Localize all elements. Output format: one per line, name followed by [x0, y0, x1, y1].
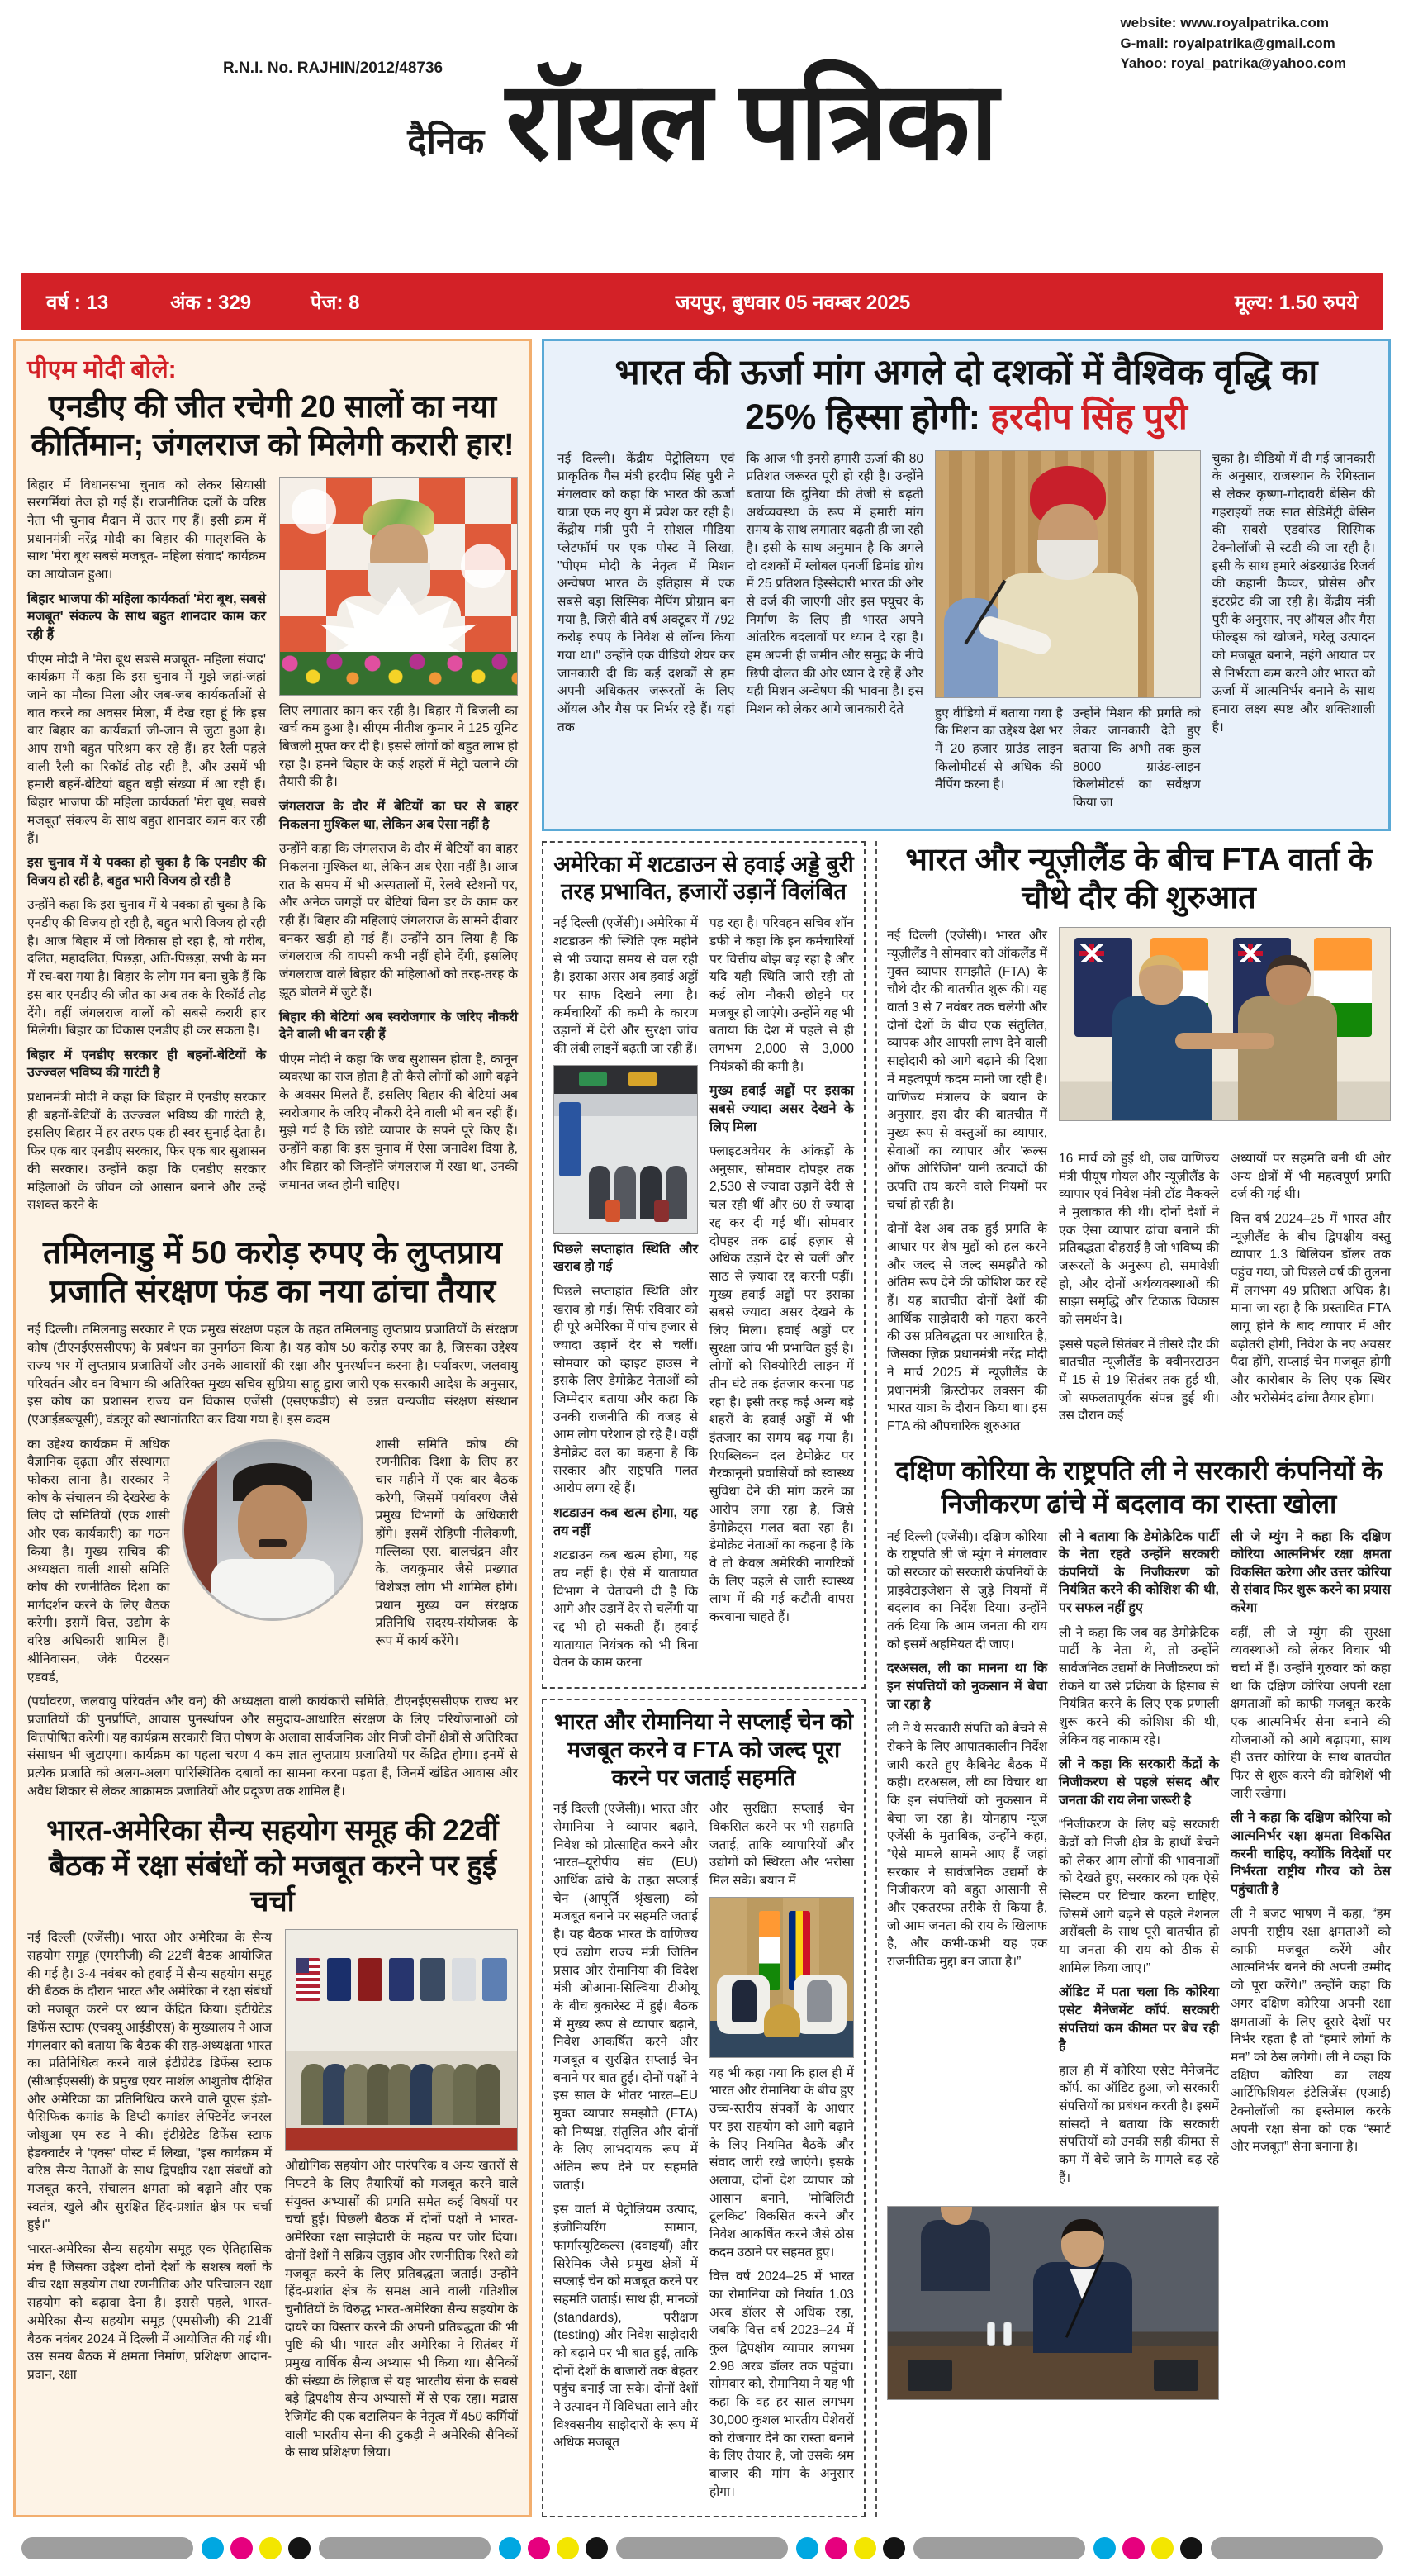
nz-headline: भारत और न्यूज़ीलैंड के बीच FTA वार्ता के चौथे दौर की शुरुआत: [905, 842, 1373, 915]
photo-caption: उन्होंने मिशन की प्रगति को लेकर जानकारी देते हुए बताया कि अभी तक कुल 8000 ग्राउंड-लाइन किलोमीटर्स का सर्वेक्षण किया जा: [1072, 706, 1201, 810]
goyal-figure: [1238, 996, 1337, 1120]
body-text: ली ने ये सरकारी संपत्ति को बेचने से रोकने के लिए आपातकालीन निर्देश जारी करते हुए कैबिनेट बैठक में कही। दरअसल, ली का विचार था कि इन संपत्तियों को नुकसान में बेचा जा रहा है। योनहाप न्यूज एजेंसी के मुताबिक, उन्होंने कहा, “ऐसे मामले सामने आए हैं जहां सरकार ने सार्वजनिक उद्यमों के निजीकरण को बहुत आसानी से और एकतरफा तरीके से किया है, जो आम जनता की राय के खिलाफ है, और कभी-कभी यह एक राजनीतिक मुद्दा बन जाता है।”: [887, 1722, 1047, 1970]
body-text: लिए लगातार काम कर रही है। बिहार में बिजली का खर्च कम हुआ है। सीएम नीतीश कुमार ने 125 यूनिट बिजली मुफ्त कर दी है। इससे लोगों को बहुत लाभ हो रहा है। हमने बिहार के कई शहरों में मेट्रो चलाने की तैयारी की है।: [279, 703, 518, 790]
body-text: नई दिल्ली (एजेंसी)। भारत और अमेरिका के सैन्य सहयोग समूह (एमसीजी) की 22वीं बैठक आयोजित की गई है। 3-4 नवंबर को हवाई में सैन्य सहयोग समूह की बैठक के दौरान भारत और अमेरिका ने रक्षा संबंधों को मजबूत करने पर ध्यान केंद्रित किया। इंटीग्रेटेड डिफेंस स्टाफ (एचक्यू आईडीएस) के मुख्यालय ने आज मंगलवार को बताया कि बैठक की सह-अध्यक्षता भारत का प्रतिनिधित्व करने वाले इंटीग्रेटेड डिफेंस स्टाफ (सीआईएससी) के प्रमुख एयर मार्शल आशुतोष दीक्षित और अमेरिका का प्रतिनिधित्व करने वाले यूएस इंडो-पैसिफिक कमांड के डिप्टी कमांडर लेफ्टिनेंट जनरल जोशुआ एम रुड ने की। इंटीग्रेटेड डिफेंस स्टाफ हेडक्वार्टर ने 'एक्स' पोस्ट में लिखा, "इस कार्यक्रम में वरिष्ठ सैन्य नेताओं के साथ द्विपक्षीय रक्षा संबंधों को मजबूत करने, संचालन क्षमता को बढ़ाने और एक स्वतंत्र, खुले और सुरक्षित हिंद-प्रशांत क्षेत्र पर चर्चा हुई।": [27, 1931, 273, 2232]
energy-headline: [557, 351, 1375, 440]
shutdown-column-2: [709, 915, 854, 1679]
kiosk-shape: [559, 1102, 581, 1176]
bjp-lotus-icon: [461, 544, 505, 588]
modi-kicker: पीएम मोदी बोले:: [27, 356, 177, 383]
shutdown-headline: अमेरिका में शटडाउन से हवाई अड्डे बुरी तरह प्रभावित, हजारों उड़ानें विलंबित: [553, 851, 854, 905]
body-text: पीएम मोदी ने 'मेरा बूथ सबसे मजबूत- महिला संवाद' कार्यक्रम में कहा कि इस चुनाव में मुझे जहां-जहां जाने का मौका मिला और जब-जब कार्यकर्ताओं से बात करने का अवसर मिला, मैं देख रहा हूं कि इस बार बिहार का कार्यकर्ता जी-जान से जुटा हुआ है। आप सभी बहुत परिश्रम कर रहे हैं। हर रैली पहले वाली रैली का रिकॉर्ड तोड़ रही है, और उसमें भी हमारी बहनें-बेटियां बहुत बड़ी संख्या में आ रही हैं। बिहार भाजपा की महिला कार्यकर्ता 'मेरा बूथ, सबसे मजबूत' संकल्प के साथ बहुत शानदार काम कर रही हैं।: [27, 652, 266, 846]
energy-headline-line2: 25% हिस्सा होगी:: [745, 397, 990, 437]
military-column-2: [285, 1929, 518, 2469]
body-text: दोनों देश अब तक हुई प्रगति के आधार पर शेष मुद्दों को हल करने और जल्द से जल्द समझौते को अंतिम रूप देने की कोशिश कर रहे हैं। यह बातचीत दोनों देशों की आर्थिक साझेदारी को गहरा करने की उस प्रतिबद्धता पर आधारित है, जिसका ज़िक्र प्रधानमंत्री नरेंद्र मोदी ने मार्च 2025 में न्यूज़ीलैंड के प्रधानमंत्री क्रिस्टोफर लक्सन की भारत यात्रा के दौरान किया था। इस FTA की औपचारिक शुरुआत: [887, 1222, 1047, 1433]
subheadline: बिहार भाजपा की महिला कार्यकर्ता 'मेरा बूथ, सबसे मजबूत' संकल्प के साथ बहुत शानदार काम कर रही हैं: [27, 592, 266, 643]
subheadline: दरअसल, ली का मानना था कि इन संपत्तियों को नुकसान में बेचा जा रहा है: [887, 1661, 1047, 1712]
romania-column-1: [553, 1800, 698, 2507]
daily-label: दैनिक: [407, 121, 485, 162]
print-registration-strip: [0, 2522, 1404, 2576]
left-column: [13, 339, 532, 2517]
bottle-shape: [987, 2322, 995, 2346]
subheadline: मुख्य हवाई अड्डों पर इसका सबसे ज्यादा असर देखने के लिए मिला: [709, 1084, 854, 1134]
cyan-dot: [499, 2537, 521, 2559]
body-text: (पर्यावरण, जलवायु परिवर्तन और वन) की अध्यक्षता वाली कार्यकारी समिति, टीएनईएससीएफ राज्य भर प्रजातियों की पुनर्प्राप्ति, आवास पुनर्स्थापन और समुदाय-आधारित संरक्षण के लिए परियोजनाओं को वित्तपोषित करेगी। यह कार्यक्रम सरकारी वित्त पोषण के अलावा सार्वजनिक और निजी दोनों क्षेत्रों से अतिरिक्त संसाधन भी जुटाएगा। कार्यक्रम का पहला चरण 4 कम ज्ञात लुप्तप्राय प्रजातियों पर केंद्रित होगा। इनमें से प्रत्येक प्रजाति को अलग-अलग पारिस्थितिक दबावों का सामना करना पड़ता है, जिनमें खंडित आवास और अवैध शिकार से लेकर आक्रामक प्रजातियों और प्रदूषण तक शामिल हैं।: [27, 1694, 518, 1799]
body-text: नई दिल्ली (एजेंसी)। अमेरिका में शटडाउन की स्थिति एक महीने से भी ज्यादा समय से चल रही है। इसका असर अब हवाई अड्डों पर साफ दिखने लगा है। कर्मचारियों की कमी के कारण उड़ानों में देरी और सुरक्षा जांच की लंबी लाइनें बढ़ती जा रही हैं।: [553, 916, 698, 1056]
edition-infobar: [21, 273, 1383, 330]
body-text: 16 मार्च को हुई थी, जब वाणिज्य मंत्री पीयूष गोयल और न्यूज़ीलैंड के व्यापार एवं निवेश मंत्री टॉड मैकक्ले ने मुलाकात की थी। दोनों देशों ने एक ऐसा व्यापार ढांचा बनाने की प्रतिबद्धता दोहराई है जो भविष्य की जरूरतों के अनुरूप हो, समावेशी हो, और दोनों अर्थव्यवस्थाओं की साझा समृद्धि और टिकाऊ विकास को समर्थन दे।: [1059, 1151, 1219, 1327]
body-text: उन्होंने कहा कि इस चुनाव में ये पक्का हो चुका है कि एनडीए की विजय हो रही है, बहुत भारी विजय हो रही है। आज बिहार में जो विकास हो रहा है, वो गरीब, दलित, महादलित, पिछड़ा, अति-पिछड़ा, सभी के मन में रच-बस गया है। बिहार के लोग मन बना चुके हैं कि इस बार एनडीए की जीत का अब तक के रिकॉर्ड तोड़ देंगे। वहीं जंगलराज वालों को सबसे करारी हार मिलेगी। बिहार का विकास एनडीए ही कर सकता है।: [27, 898, 266, 1038]
subheadline: शटडाउन कब खत्म होगा, यह तय नहीं: [553, 1506, 698, 1538]
body-text: अध्यायों पर सहमति बनी थी और अन्य क्षेत्रों में भी महत्वपूर्ण प्रगति दर्ज की गई थी।: [1231, 1151, 1391, 1202]
subheadline: पिछले सप्ताहांत स्थिति और खराब हो गई: [553, 1242, 698, 1275]
body-text: इससे पहले सितंबर में तीसरे दौर की बातचीत न्यूजीलैंड के क्वीनस्टाउन में 15 से 19 सितंबर तक हुई थी, जो सफलतापूर्वक संपन्न हुई थी। उस दौरान कई: [1059, 1337, 1219, 1423]
body-text: नई दिल्ली (एजेंसी)। भारत और रोमानिया ने व्यापार बढ़ाने, निवेश को प्रोत्साहित करने और भारत–यूरोपीय संघ (EU) आर्थिक ढांचे के तहत सप्लाई चेन (आपूर्ति श्रृंखला) को मजबूत बनाने पर सहमति जताई है। यह बैठक भारत के वाणिज्य एवं उद्योग राज्य मंत्री जितिन प्रसाद और रोमानिया की विदेश मंत्री ओआना-सिल्विया टीओयू के बीच बुकारेस्ट में हुई। बैठक में मुख्य रूप से व्यापार बढ़ाने, निवेश आकर्षित करने और मजबूत व सुरक्षित सप्लाई चेन बनाने पर बात हुई। दोनों पक्षों ने इस साल के भीतर भारत–EU मुक्त व्यापार समझौते (FTA) को निष्पक्ष, संतुलित और दोनों के लिए लाभदायक रूप में अंतिम रूप देने पर सहमति जताई।: [553, 1802, 698, 2193]
korea-headline: दक्षिण कोरिया के राष्ट्रपति ली ने सरकारी कंपनियों के निजीकरण ढांचे में बदलाव का रास्ता खोला: [895, 1455, 1383, 1519]
article-tamilnadu-fund: [27, 1234, 518, 1800]
korea-column-2: [1059, 1528, 1219, 2194]
cmyk-dots: [202, 2537, 311, 2559]
body-text: नई दिल्ली। तमिलनाडु सरकार ने एक प्रमुख संरक्षण पहल के तहत तमिलनाडु लुप्तप्राय प्रजातियों के संरक्षण कोष (टीएनईएससीएफ) के प्रबंधन का पुनर्गठन किया है। यह कोष 50 करोड़ रुपए का है, जिसका उद्देश्य राज्य भर में लुप्तप्राय प्रजातियों और उनके आवासों की रक्षा और पुनर्स्थापन करना है। पर्यावरण, जलवायु परिवर्तन और वन विभाग की अतिरिक्त मुख्य सचिव सुप्रिया साहू द्वारा जारी एक सरकारी आदेश के अनुसार, इस कोष का प्रशासन राज्य वन विकास एजेंसी (एसएफडीए) से उन्नत वन्यजीव संरक्षण संस्थान (एआईडब्ल्यूसी), वंडलूर को स्थानांतरित कर दिया गया है। इस कदम: [27, 1323, 518, 1427]
black-dot: [1180, 2537, 1202, 2559]
edition-year: वर्ष : 13: [46, 291, 109, 314]
airport-photo: [553, 1065, 698, 1234]
body-text: प्रधानमंत्री मोदी ने कहा कि बिहार में एनडीए सरकार ही बहनों-बेटियों के उज्ज्वल भविष्य की गारंटी है, इसलिए बिहार में हर तरफ एक ही स्वर सुनाई देता है। फिर एक बार एनडीए सरकार, फिर एक बार सुशासन की सरकार। उन्होंने कहा कि एनडीए सरकार महिलाओं के जीवन को आसान बनाने और उन्हें सशक्त करने के: [27, 1091, 266, 1213]
edition-dateline: जयपुर, बुधवार 05 नवम्बर 2025: [675, 291, 911, 314]
subheadline: ली ने कहा कि दक्षिण कोरिया को आत्मनिर्भर रक्षा क्षमता विकसित करनी चाहिए, क्योंकि विदेशों पर निर्भरता राष्ट्रीय गौरव को ठेस पहुंचाती है: [1231, 1811, 1391, 1897]
white-flag: [452, 1958, 477, 2001]
body-text: वहीं, ली जे म्युंग की सुरक्षा व्यवस्थाओं को लेकर विचार भी चर्चा में हैं। उन्होंने गुरुवार को कहा था कि दक्षिण कोरिया अपनी रक्षा क्षमताओं को काफी मजबूत करके एक आत्मनिर्भर सेना बनाने की योजनाओं को आगे बढ़ाएगा, साथ ही उत्तर कोरिया के साथ बातचीत फिर से शुरू करने की कोशिशें भी जारी रखेगा।: [1231, 1625, 1391, 1801]
puri-photo: [935, 450, 1201, 698]
body-text: बिहार में विधानसभा चुनाव को लेकर सियासी सरगर्मियां तेज हो गई हैं। राजनीतिक दलों के वरिष्ठ नेता भी चुनाव मैदान में उतर गए हैं। इसी क्रम में प्रधानमंत्री नरेंद्र मोदी का बिहार की मातृशक्ति के साथ 'मेरा बूथ सबसे मजबूत- महिला संवाद' कार्यक्रम का आयोजन हुआ।: [27, 478, 266, 582]
body-text: नई दिल्ली (एजेंसी)। दक्षिण कोरिया के राष्ट्रपति ली जे म्युंग ने मंगलवार को सरकार को सरकारी कंपनियों के प्राइवेटाइजेशन से जुड़े नियमों में बदलाव का निर्देश दिया। उन्होंने तर्क दिया कि आम जनता की राय को इसमें अहमियत दी जाए।: [887, 1529, 1047, 1652]
flower-garland: [280, 652, 517, 695]
black-dot: [883, 2537, 905, 2559]
body-text: पिछले सप्ताहांत स्थिति और खराब हो गई। सिर्फ रविवार को ही पूरे अमेरिका में पांच हजार से ज्यादा उड़ानें देर से चलीं। सोमवार को व्हाइट हाउस ने इसके लिए डेमोक्रेट नेताओं को जिम्मेदार बताया और कहा कि उनकी राजनीति की वजह से आम लोग परेशान हो रहे हैं। वहीं डेमोक्रेट दल का कहना है कि सरकार और राष्ट्रपति गलत आरोप लगा रहे हैं।: [553, 1284, 698, 1496]
stalin-photo: [182, 1439, 363, 1621]
middle-column: [542, 841, 866, 2518]
gmail-line: G-mail: royalpatrika@gmail.com: [1120, 35, 1335, 51]
body-text: कि आज भी इनसे हमारी ऊर्जा की 80 प्रतिशत जरूरत पूरी हो रही है। उन्होंने बताया कि दुनिया की तेजी से बढ़ती अर्थव्यवस्था के रूप में हमारी मांग समय के साथ लगातार बढ़ती ही जा रही है। इसी के साथ अनुमान है कि अगले दो दशकों में ग्लोबल एनर्जी डिमांड ग्रोथ में 25 प्रतिशत हिस्सेदारी भारत की ओर से दर्ज की जाएगी और इस फ्यूचर के निर्माण के लिए ही भारत अपने आंतरिक बदलावों पर ध्यान दे रहा है। हम अपनी ही जमीन और समुद्र के नीचे छिपी दौलत की ओर ध्यान दे रहे हैं और यही मिशन अन्वेषण की भावना है। इस मिशन को लेकर आगे जानकारी देते: [746, 451, 923, 717]
body-text: शासी समिति कोष की रणनीतिक दिशा के लिए हर चार महीने में एक बार बैठक करेगी, जिसमें पर्यावरण जैसे प्रमुख विभागों के अधिकारी होंगे। इसमें रोहिणी नीलेकणी, मल्लिका एस. बालचंद्रन और के. जयकुमार जैसे प्रख्यात विशेषज्ञ लोग भी शामिल होंगे। प्रधान मुख्य वन संरक्षक प्रतिनिधि सदस्य-संयोजक के रूप में कार्य करेंगे।: [375, 1437, 518, 1649]
right-region: [542, 339, 1391, 2517]
bjp-lotus-icon: [292, 489, 336, 534]
body-text: वित्त वर्ष 2024–25 में भारत का रोमानिया को निर्यात 1.03 अरब डॉलर से अधिक रहा, जबकि वित्त वर्ष 2023–24 में कुल द्विपक्षीय व्यापार लगभग 2.98 अरब डॉलर तक पहुंचा। सोमवार को, रोमानिया ने यह भी कहा कि वह हर साल लगभग 30,000 कुशल भारतीय पेशेवरों को रोजगार देने का रास्ता बनाने के लिए तैयार है, जो उसके श्रम बाजार की मांग के अनुसार होगा।: [709, 2269, 854, 2499]
magenta-dot: [528, 2537, 550, 2559]
registration-bar: [319, 2537, 491, 2559]
military-headline: भारत-अमेरिका सैन्य सहयोग समूह की 22वीं बैठक में रक्षा संबंधों को मजबूत करने पर हुई चर्चा: [46, 1814, 499, 1918]
website-line: website: www.royalpatrika.com: [1120, 15, 1330, 31]
magenta-dot: [825, 2537, 847, 2559]
magenta-dot: [230, 2537, 253, 2559]
rightmost-column: [875, 841, 1391, 2518]
yellow-dot: [1151, 2537, 1174, 2559]
red-carpet: [286, 2128, 517, 2150]
military-column-1: [27, 1929, 272, 2469]
body-text: “निजीकरण के लिए बड़े सरकारी केंद्रों को निजी क्षेत्र के हाथों बेचने को लेकर आम लोगों की भावनाओं को देखते हुए, सरकार को एक ऐसे सिस्टम पर विचार करना चाहिए, जिसमें आगे बढ़ने से पहले नेशनल असेंबली के साथ पूरी बातचीत हो या जनता की राय को ठीक से शामिल किया जाए।”: [1059, 1818, 1219, 1975]
korea-column-3: [1231, 1528, 1391, 2400]
edition-page: पेज: 8: [311, 291, 360, 314]
dark-flag: [420, 1958, 445, 2001]
subheadline: ली जे म्युंग ने कहा कि दक्षिण कोरिया आत्मनिर्भर रक्षा क्षमता विकसित करेगा और उत्तर कोरिया से संवाद फिर शुरू करने का प्रयास करेगा: [1231, 1529, 1391, 1615]
article-india-nz-fta: [887, 841, 1391, 1442]
cmyk-dots: [1093, 2537, 1202, 2559]
body-text: चुका है। वीडियो में दी गई जानकारी के अनुसार, राजस्थान के रेगिस्तान से लेकर कृष्णा-गोदावरी बेसिन की गहराइयों तक सात सेडिमेंट्री बेसिन की सबसे एडवांस्ड सिस्मिक टेक्नोलॉजी से स्टडी की जा रही है। इसी के साथ हमारे अंडरग्राउंड रिजर्व की कहानी कैप्चर, प्रोसेस और इंटरप्रेट की जा रही है। केंद्रीय मंत्री पुरी के अनुसार, नए ऑयल और गैस फील्ड्स को खोजने, घरेलू उत्पादन को मजबूत बनाने, महंगे आयात पर से निर्भरता कम करने और भारत को ऊर्जा में आत्मनिर्भर बनाने के साथ हमारा लक्ष्य स्पष्ट और शक्तिशाली है।: [1212, 451, 1375, 734]
cmyk-dots: [796, 2537, 905, 2559]
table-shape: [764, 2004, 800, 2037]
cmyk-dots: [499, 2537, 608, 2559]
modi-rally-photo: [279, 477, 518, 696]
magenta-dot: [1122, 2537, 1145, 2559]
subheadline: इस चुनाव में ये पक्का हो चुका है कि एनडीए की विजय हो रही है, बहुत भारी विजय हो रही है: [27, 856, 266, 888]
handshake-shape: [1175, 1033, 1274, 1049]
article-india-romania: [542, 1699, 866, 2517]
body-text: पड़ रहा है। परिवहन सचिव शॉन डफी ने कहा कि इन कर्मचारियों पर वित्तीय बोझ बढ़ रहा है और यदि यही स्थिति जारी रही तो कई लोग नौकरी छोड़ने पर मजबूर हो जाएंगे। उन्होंने यह भी बताया कि देश में पहले से ही लगभग 2,000 से 3,000 नियंत्रकों की कमी है।: [709, 916, 854, 1074]
body-text: उन्होंने कहा कि जंगलराज के दौर में बेटियों का बाहर निकलना मुश्किल था, लेकिन अब ऐसा नहीं है। आज रात के समय में भी अस्पतालों में, रेलवे स्टेशनों पर, और अनेक जगहों पर बेटियां बिना डर के काम कर रही हैं। बिहार की महिलाएं जंगलराज के सामने दीवार बनकर खड़ी हो गई हैं। उन्होंने ठान लिया है कि जंगलराज की वापसी कभी नहीं होने देंगी, इसलिए जंगलराज वाले बिहार की महिलाओं को तरह-तरह के झूठ बोलने में जुटे हैं।: [279, 842, 518, 1000]
yellow-dot: [557, 2537, 579, 2559]
article-energy-puri: [542, 339, 1391, 831]
us-flag: [296, 1958, 320, 2001]
energy-headline-name: हरदीप सिंह पुरी: [989, 397, 1188, 437]
article-us-shutdown: [542, 841, 866, 1689]
modi-headline: एनडीए की जीत रचेगी 20 सालों का नया कीर्तिमान; जंगलराज को मिलेगी करारी हार!: [31, 390, 515, 463]
red-flag: [358, 1958, 382, 2001]
body-text: औद्योगिक सहयोग और पारंपरिक व अन्य खतरों से निपटने के लिए तैयारियों को मजबूत करने वाले संयुक्त अभ्यासों की प्रगति समेत कई विषयों पर चर्चा हुई। पिछली बैठक में दोनों पक्षों ने भारत-अमेरिका रक्षा साझेदारी के महत्व पर जोर दिया। दोनों देशों ने सक्रिय जुड़ाव और रणनीतिक रिश्ते को मजबूत करने के लिए प्रतिबद्धता जताई। उन्होंने हिंद-प्रशांत क्षेत्र के समक्ष आने वाली गतिशील चुनौतियों के विरुद्ध भारत-अमेरिका सैन्य सहयोग के दायरे का विस्तार करने की अपनी प्रतिबद्धता की भी पुष्टि की थी। भारत और अमेरिका ने सितंबर में प्रमुख वार्षिक सैन्य अभ्यास भी किया था। सैनिकों की संख्या के लिहाज से यह भारतीय सेना के सबसे बड़े द्विपक्षीय सैन्य अभ्यासों में से एक रहा। मद्रास रेजिमेंट की एक बटालियन के नेतृत्व में 450 कर्मियों वाली भारतीय सेना की टुकड़ी ने अमेरिकी सैनिकों के साथ प्रशिक्षण लिया।: [285, 2159, 518, 2460]
romania-meeting-photo: [709, 1897, 854, 2058]
nz-minister-figure: [1112, 996, 1212, 1120]
romania-column-2: [709, 1800, 854, 2507]
black-dot: [586, 2537, 608, 2559]
nz-column-1: [887, 927, 1047, 1442]
body-text: इस वार्ता में पेट्रोलियम उत्पाद, इंजीनियरिंग सामान, फार्मास्यूटिकल्स (दवाइयाँ) और सिरेमिक जैसे प्रमुख क्षेत्रों में सप्लाई चेन को मजबूत करने पर सहमति जताई। साथ ही, मानकों (standards), परीक्षण (testing) और निवेश साझेदारी को बढ़ाने पर भी बात हुई, ताकि दोनों देशों के बाजारों तक बेहतर पहुंच बनाई जा सके। दोनों देशों ने उत्पादन में विविधता लाने और विश्वसनीय साझेदारों के रूप में अधिक मजबूत: [553, 2203, 698, 2450]
registration-bar: [1211, 2537, 1383, 2559]
modi-column-2: [279, 477, 518, 1221]
body-text: ली ने कहा कि जब वह डेमोक्रेटिक पार्टी के नेता थे, तो उन्होंने सार्वजनिक उद्यमों के निजीकरण को रोकने या उसे प्रक्रिया के हिसाब से नियंत्रित करने के लिए एक प्रणाली शुरू करने की कोशिश की थी, लेकिन वह नाकाम रहे।: [1059, 1625, 1219, 1747]
cyan-dot: [202, 2537, 224, 2559]
subheadline: ऑडिट में पता चला कि कोरिया एसेट मैनेजमेंट कॉर्प. सरकारी संपत्तियां कम कीमत पर बेच रही है: [1059, 1985, 1219, 2054]
soldiers-group: [292, 2034, 510, 2125]
article-india-us-military: [27, 1813, 518, 2469]
body-text: फ्लाइटअवेयर के आंकड़ों के अनुसार, सोमवार दोपहर तक 2,530 से ज्यादा उड़ानें देरी से चल रही थीं और 60 से ज्यादा रद्द कर दी गई थीं। सोमवार दोपहर तक ढाई हज़ार से अधिक उड़ानें देर से चलीं और साठ से ज़्यादा रद्द करनी पड़ीं। मुख्य हवाई अड्डों पर इसका सबसे ज्यादा असर देखने के लिए मिला। हवाई अड्डों पर सुरक्षा जांच भी प्रभावित हुई है। लोगों को सिक्योरिटी लाइन में तीन घंटे तक इंतजार करना पड़ रहा है। इसी तरह कई अन्य बड़े शहरों के हवाई अड्डों में भी इंतजार का समय बढ़ गया है। रिपब्लिकन दल डेमोक्रेट पर गैरकानूनी प्रवासियों को स्वास्थ्य सुविधा देने की मांग करने का आरोप लगा रहा है, जिसे डेमोक्रेट्स गलत बता रहा है। डेमोक्रेट नेताओं का कहना है कि वे तो केवल अमेरिकी नागरिकों के लिए पहले से जारी स्वास्थ्य लाभ में की गई कटौती वापस करवाना चाहते हैं।: [709, 1144, 854, 1624]
flag-row: [296, 1951, 507, 2001]
energy-headline-line1: भारत की ऊर्जा मांग अगले दो दशकों में वैश्विक वृद्धि का: [614, 353, 1318, 392]
body-text: पीएम मोदी ने कहा कि जब सुशासन होता है, कानून व्यवस्था का राज होता है तो कैसे लोगों को आगे बढ़ने के अवसर मिलते हैं, इसलिए बिहार की बेटियां अब स्वरोजगार के जरिए नौकरी देने वाली भी बन रही हैं। मुझे गर्व है कि छोटे व्यापार के सपने पूरे किए हैं। उन्होंने कहा कि इस चुनाव में ऐसा जनादेश दिया है, और बिहार को जिन्होंने जंगलराज में रखा था, उनकी जमानत जब्त होनी चाहिए।: [279, 1052, 518, 1192]
body-text: और सुरक्षित सप्लाई चेन विकसित करने पर भी सहमति जताई, ताकि व्यापारियों और उद्योगों को स्थिरता और भरोसा मिल सके। बयान में: [709, 1802, 854, 1889]
light-blue-flag: [482, 1958, 507, 2001]
cyan-dot: [1093, 2537, 1116, 2559]
yellow-dot: [259, 2537, 282, 2559]
tamilnadu-headline: तमिलनाडु में 50 करोड़ रुपए के लुप्तप्राय प्रजाति संरक्षण फंड का नया ढांचा तैयार: [43, 1234, 502, 1309]
monitor-shape: [1154, 2360, 1198, 2391]
body-text: यह भी कहा गया कि हाल ही में भारत और रोमानिया के बीच हुए उच्च-स्तरीय संपर्कों के आधार पर इस सहयोग को आगे बढ़ाने के लिए नियमित बैठकें और संवाद जारी रखे जाएंगे। इसके अलावा, दोनों देश व्यापार को आसान बनाने, 'मोबिलिटी टूलकिट' विकसित करने और निवेश आकर्षित करने जैसे ठोस कदम उठाने पर सहमत हुए।: [709, 2065, 854, 2260]
subheadline: ली ने कहा कि सरकारी केंद्रों के निजीकरण से पहले संसद और जनता की राय लेना जरूरी है: [1059, 1757, 1219, 1808]
edition-issue: अंक : 329: [170, 291, 252, 314]
nz-column-3: [1231, 1150, 1391, 1442]
korea-column-1: [887, 1528, 1047, 2194]
body-text: नई दिल्ली (एजेंसी)। भारत और न्यूज़ीलैंड ने सोमवार को ऑकलैंड में मुक्त व्यापार समझौते (FTA) के चौथे दौर की बातचीत शुरू की। यह वार्ता 3 से 7 नवंबर तक चलेगी और दोनों देशों के बीच एक संतुलित, व्यापक और आपसी लाभ देने वाली साझेदारी को आगे बढ़ाने की दिशा में महत्वपूर्ण कदम मानी जा रही है। वाणिज्य मंत्रालय के बयान के अनुसार, इस दौर की बातचीत में मुख्य रूप से वस्तुओं का व्यापार, सेवाओं का व्यापार और 'रूल्स ऑफ ओरिजिन' यानी उत्पादों की उत्पत्ति तय करने वाले नियमों पर चर्चा हो रही है।: [887, 929, 1047, 1212]
shutdown-column-1: [553, 915, 698, 1679]
body-text: वित्त वर्ष 2024–25 में भारत और न्यूज़ीलैंड के बीच द्विपक्षीय वस्तु व्यापार 1.3 बिलियन डॉलर तक पहुंच गया, जो पिछले वर्ष की तुलना में लगभग 49 प्रतिशत अधिक है। माना जा रहा है कि प्रस्तावित FTA लागू होने के बाद व्यापार में और बढ़ोतरी होगी, निवेश के नए अवसर पैदा होंगे, सप्लाई चेन मजबूत होगी और कारोबार के लिए एक स्थिर और भरोसेमंद ढांचा तैयार होगा।: [1231, 1211, 1391, 1405]
yellow-dot: [854, 2537, 876, 2559]
registration-bar: [21, 2537, 193, 2559]
navy-flag: [327, 1958, 352, 2001]
military-group-photo: [285, 1929, 518, 2151]
nz-column-2: [1059, 1150, 1219, 1442]
body-text: ली ने बजट भाषण में कहा, “हम अपनी राष्ट्रीय रक्षा क्षमताओं को काफी मजबूत करेंगे और आत्मनिर्भर बनने की अपनी उम्मीद को पूरा करेंगे।” उन्होंने कहा कि अगर दक्षिण कोरिया अपनी रक्षा क्षमताओं के लिए दूसरे देशों पर निर्भर रहता है तो “हमारे लोगों के मन” को ठेस लगेगी। ली ने कहा कि दक्षिण कोरिया का लक्ष्य आर्टिफिशियल इंटेलिजेंस (एआ‌ई) टेक्नोलॉजी का इस्तेमाल करके अपनी रक्षा सेना को एक “स्मार्ट और मजबूत” सेना बनाना है।: [1231, 1907, 1391, 2155]
body-text: भारत-अमेरिका सैन्य सहयोग समूह एक ऐतिहासिक मंच है जिसका उद्देश्य दोनों देशों के सशस्त्र बलों के बीच रक्षा सहयोग तथा रणनीतिक और परिचालन रक्षा सहयोग को बढ़ावा देना है। इससे पहले, भारत-अमेरिका सैन्य सहयोग समूह (एमसीजी) की 21वीं बैठक नवंबर 2024 में दिल्ली में आयोजित की गई थी। उस समय बैठक में क्षमता निर्माण, प्रशिक्षण आदान-प्रदान, रक्षा: [27, 2242, 273, 2382]
nz-handshake-photo: [1059, 927, 1391, 1121]
article-korea-privatisation: [887, 1454, 1391, 2400]
registration-bar: [913, 2537, 1085, 2559]
aide-figure: [944, 598, 1002, 697]
edition-price: मूल्य: 1.50 रुपये: [1234, 291, 1358, 314]
body-text: हाल ही में कोरिया एसेट मैनेजमेंट कॉर्प. का ऑडिट हुआ, जो सरकारी संपत्तियों का प्रबंधन करती है। इसमें सांसदों ने बताया कि सरकारी संपत्तियों को उनकी सही कीमत से कम में बेचे जाने के मामले बढ़ रहे हैं।: [1059, 2063, 1219, 2185]
body-text: नई दिल्ली। केंद्रीय पेट्रोलियम एवं प्राकृतिक गैस मंत्री हरदीप सिंह पुरी ने मंगलवार को कहा कि भारत की ऊर्जा यात्रा एक नए युग में प्रवेश कर रही है। केंद्रीय मंत्री पुरी ने सोशल मीडिया प्लेटफॉर्म पर एक पोस्ट में लिखा, "पीएम मोदी के नेतृत्व में मिशन अन्वेषण भारत के इतिहास में एक सबसे बड़ा सिस्मिक मैपिंग प्रोग्राम बन गया है, जिसे बीते वर्ष अक्टूबर में 792 करोड़ रुपए के निवेश से लॉन्च किया गया था।" उन्होंने एक वीडियो शेयर कर जानकारी दी कि कई दशकों से हम अपनी अधिकतर जरूरतों के लिए ऑयल और गैस पर निर्भर रहे हैं। यहां तक: [557, 451, 735, 734]
lee-cabinet-photo: [887, 2206, 1219, 2400]
energy-photo-block: [935, 450, 1201, 819]
signage-icon: [579, 1072, 607, 1086]
registration-bar: [616, 2537, 788, 2559]
suitcase-shape: [605, 1200, 620, 1222]
bottle-shape: [1003, 2322, 1012, 2346]
subheadline: जंगलराज के दौर में बेटियों का घर से बाहर निकलना मुश्किल था, लेकिन अब ऐसा नहीं है: [279, 800, 518, 832]
masthead: [0, 0, 1404, 273]
modi-column-1: [27, 477, 266, 1221]
article-modi: [27, 351, 518, 1221]
suitcase-shape: [654, 1200, 669, 1222]
subheadline: ली ने बताया कि डेमोक्रेटिक पार्टी के नेता रहते उन्होंने सरकारी कंपनियों के निजीकरण को नियंत्रित करने की कोशिश की थी, पर सफल नहीं हुए: [1059, 1529, 1219, 1615]
rni-number: R.N.I. No. RAJHIN/2012/48736: [223, 59, 443, 77]
blue-flag: [389, 1958, 414, 2001]
monitor-shape: [908, 2360, 952, 2391]
official-figure: [921, 2220, 990, 2291]
signage-icon: [628, 1072, 657, 1086]
black-dot: [288, 2537, 311, 2559]
yahoo-line: Yahoo: royal_patrika@yahoo.com: [1120, 55, 1346, 72]
paper-title: रॉयल पत्रिका: [505, 60, 997, 182]
photo-caption: हुए वीडियो में बताया गया है कि मिशन का उद्देश्य देश भर में 20 हजार ग्राउंड लाइन किलोमीटर्स से अधिक की मैपिंग करना है।: [934, 706, 1063, 792]
subheadline: बिहार में एनडीए सरकार ही बहनों-बेटियों के उज्ज्वल भविष्य की गारंटी है: [27, 1048, 266, 1081]
romania-headline: भारत और रोमानिया ने सप्लाई चेन को मजबूत करने व FTA को जल्द पूरा करने पर जताई सहमति: [553, 1709, 854, 1790]
body-text: का उद्देश्य कार्यक्रम में अधिक वैज्ञानिक दृढ़ता और संस्थागत फोकस लाना है। सरकार ने कोष के संचालन की देखरेख के लिए दो समितियों (एक शासी और एक कार्यकारी) का गठन किया है। मुख्य सचिव की अध्यक्षता वाली शासी समिति कोष की रणनीतिक दिशा का मार्गदर्शन करने के लिए बैठक करेगी। इसमें वित्त, उद्योग के वरिष्ठ अधिकारी शामिल हैं। श्रीनिवासन, जेके पैटरसन एडवर्ड,: [27, 1437, 170, 1685]
cyan-dot: [796, 2537, 818, 2559]
body-text: शटडाउन कब खत्म होगा, यह तय नहीं है। ऐसे में यातायात विभाग ने चेतावनी दी है कि आगे और उड़ानें देर से चलेंगी या रद्द भी हो सकती हैं। हवाई यातायात नियंत्रक को भी बिना वेतन के काम करना: [553, 1548, 698, 1671]
subheadline: बिहार की बेटियां अब स्वरोजगार के जरिए नौकरी देने वाली भी बन रही हैं: [279, 1010, 518, 1043]
front-page-content: [0, 330, 1404, 2522]
